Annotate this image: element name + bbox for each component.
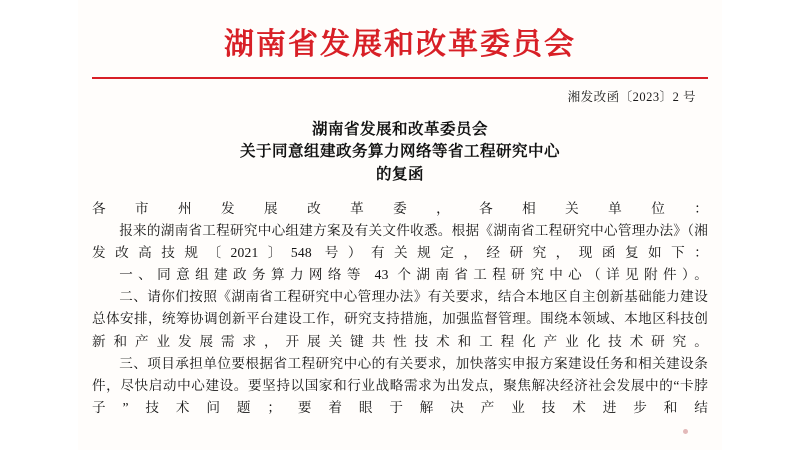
document-content xyxy=(92,198,708,418)
heading-line-3: 的复函 xyxy=(375,165,424,183)
recipient-line: 各市州发展改革委，各相关单位： xyxy=(92,201,708,217)
paragraph-item-3: 三、项目承担单位要根据省工程研究中心的有关要求，加快落实申报方案建设任务和相关建设条件，尽快启动中心建设。要坚持以国家和行业战略需求为出发点，聚焦解决经济社会发展中的“卡脖子”技术问题；要着眼于解决产业技术进步和结 xyxy=(92,355,708,415)
red-divider-rule xyxy=(92,77,708,79)
document-body xyxy=(78,0,722,450)
document-serial-number: 湘发改函〔2023〕2 号 xyxy=(567,90,696,104)
paragraph-item-1: 一、同意组建政务算力网络等 43 个湖南省工程研究中心（详见附件）。 xyxy=(119,267,708,283)
page-corner-mark xyxy=(683,429,688,434)
page-margin-left xyxy=(0,0,78,450)
document-heading xyxy=(92,119,708,186)
paragraph-item-2: 二、请你们按照《湖南省工程研究中心管理办法》有关要求，结合本地区自主创新基础能力建设总体安排，统筹协调创新平台建设工作，研究支持措施，加强监督管理。围绕本领域、本地区科技创新和产业发展需求，开展关键共性技术和工程化产业化技术研究。 xyxy=(92,289,708,349)
page-margin-right xyxy=(722,0,800,450)
paragraph-intro: 报来的湖南省工程研究中心组建方案及有关文件收悉。根据《湖南省工程研究中心管理办法》（湘发改高技规〔2021〕548 号）有关规定，经研究，现函复如下： xyxy=(92,223,708,261)
issuing-organization-title: 湖南省发展和改革委员会 xyxy=(224,28,576,61)
heading-line-2: 关于同意组建政务算力网络等省工程研究中心 xyxy=(239,143,560,161)
heading-line-1: 湖南省发展和改革委员会 xyxy=(311,121,488,138)
